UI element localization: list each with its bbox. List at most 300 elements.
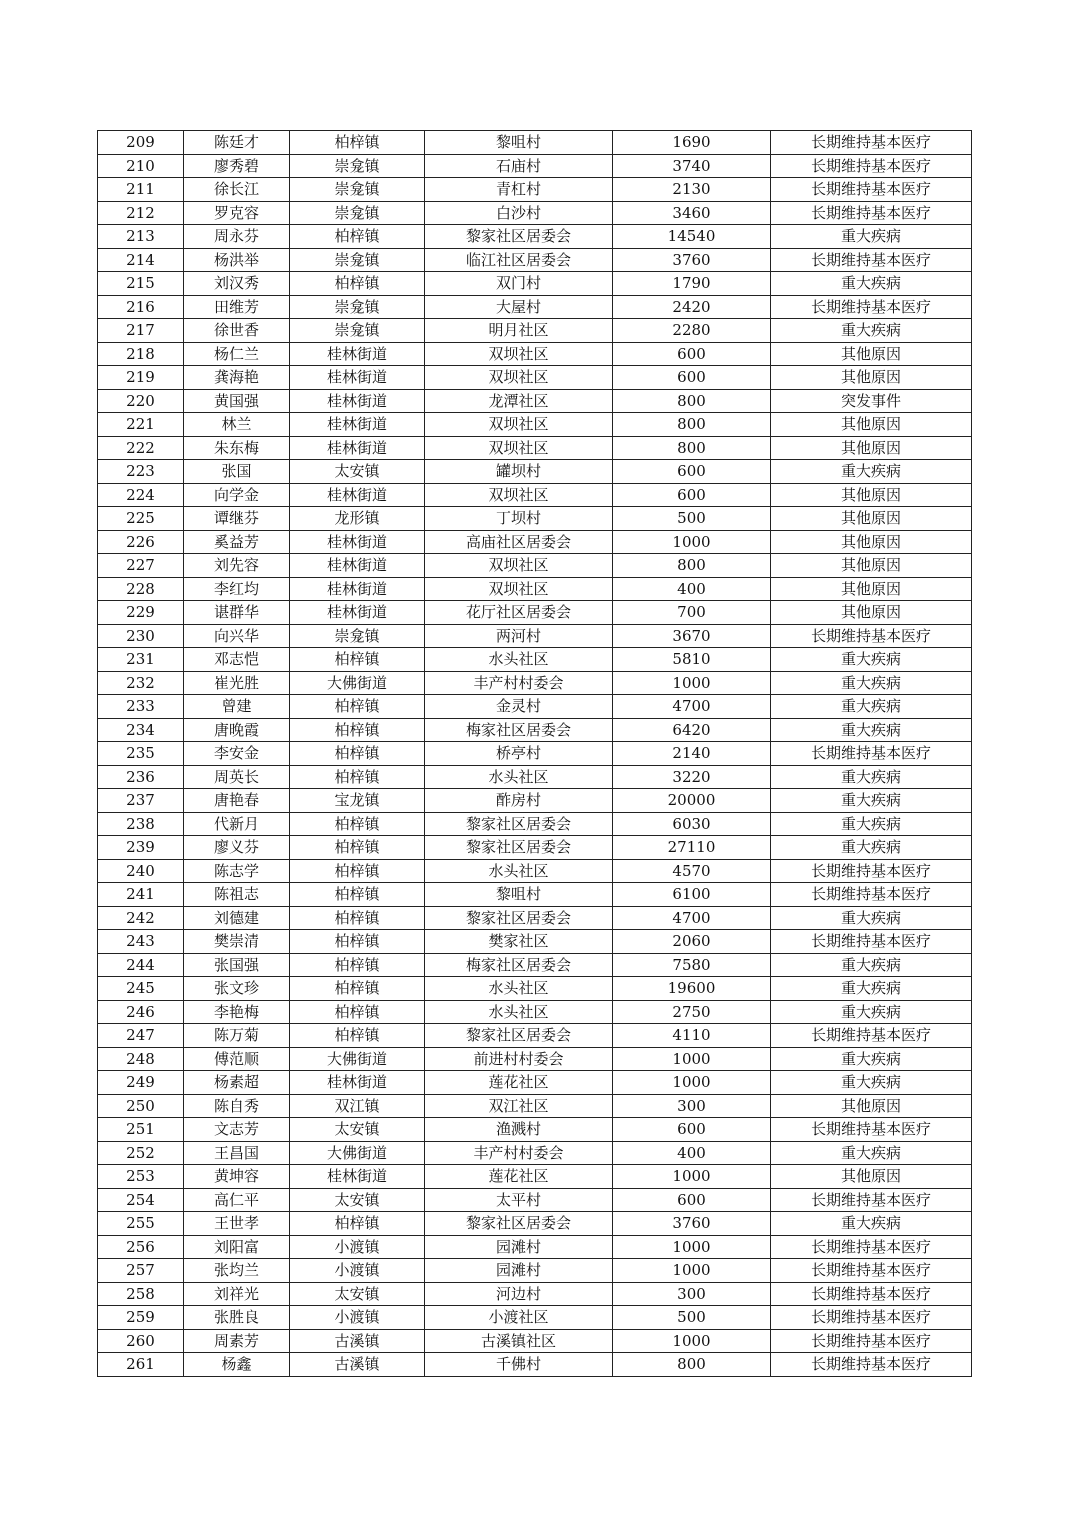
relief-reason-cell: 长期维持基本医疗 (771, 859, 972, 883)
recipient-name-cell: 邓志恺 (184, 648, 290, 672)
table-row (98, 601, 972, 625)
recipient-name-cell: 陈廷才 (184, 131, 290, 155)
relief-reason-cell: 重大疾病 (771, 812, 972, 836)
amount-cell: 3760 (613, 248, 771, 272)
relief-reason-cell: 长期维持基本医疗 (771, 883, 972, 907)
recipient-name-cell: 高仁平 (184, 1188, 290, 1212)
village-community-cell: 园滩村 (425, 1235, 613, 1259)
amount-cell: 20000 (613, 789, 771, 813)
recipient-name-cell: 文志芳 (184, 1118, 290, 1142)
table-row (98, 530, 972, 554)
amount-cell: 1790 (613, 272, 771, 296)
amount-cell: 500 (613, 1306, 771, 1330)
table-row (98, 930, 972, 954)
town-cell: 柏梓镇 (290, 859, 425, 883)
recipient-name-cell: 向学金 (184, 483, 290, 507)
village-community-cell: 双坝社区 (425, 554, 613, 578)
village-community-cell: 千佛村 (425, 1353, 613, 1377)
recipient-name-cell: 廖义芬 (184, 836, 290, 860)
amount-cell: 3460 (613, 201, 771, 225)
amount-cell: 800 (613, 436, 771, 460)
recipient-name-cell: 廖秀碧 (184, 154, 290, 178)
village-community-cell: 莲花社区 (425, 1165, 613, 1189)
recipient-name-cell: 樊崇清 (184, 930, 290, 954)
row-number-cell: 215 (98, 272, 184, 296)
relief-reason-cell: 长期维持基本医疗 (771, 1259, 972, 1283)
row-number-cell: 244 (98, 953, 184, 977)
recipient-name-cell: 徐世香 (184, 319, 290, 343)
town-cell: 柏梓镇 (290, 648, 425, 672)
recipient-name-cell: 张均兰 (184, 1259, 290, 1283)
row-number-cell: 228 (98, 577, 184, 601)
relief-reason-cell: 其他原因 (771, 366, 972, 390)
town-cell: 崇龛镇 (290, 154, 425, 178)
town-cell: 柏梓镇 (290, 906, 425, 930)
recipient-name-cell: 曾建 (184, 695, 290, 719)
table-row (98, 1212, 972, 1236)
town-cell: 柏梓镇 (290, 718, 425, 742)
row-number-cell: 247 (98, 1024, 184, 1048)
relief-reason-cell: 长期维持基本医疗 (771, 201, 972, 225)
amount-cell: 300 (613, 1282, 771, 1306)
table-row (98, 836, 972, 860)
town-cell: 柏梓镇 (290, 272, 425, 296)
row-number-cell: 213 (98, 225, 184, 249)
relief-reason-cell: 其他原因 (771, 1165, 972, 1189)
town-cell: 崇龛镇 (290, 248, 425, 272)
table-row (98, 342, 972, 366)
row-number-cell: 219 (98, 366, 184, 390)
row-number-cell: 224 (98, 483, 184, 507)
village-community-cell: 黎咀村 (425, 883, 613, 907)
village-community-cell: 水头社区 (425, 1000, 613, 1024)
relief-reason-cell: 其他原因 (771, 530, 972, 554)
relief-reason-cell: 重大疾病 (771, 272, 972, 296)
amount-cell: 800 (613, 554, 771, 578)
village-community-cell: 高庙社区居委会 (425, 530, 613, 554)
table-row (98, 1165, 972, 1189)
relief-reason-cell: 重大疾病 (771, 718, 972, 742)
row-number-cell: 218 (98, 342, 184, 366)
relief-reason-cell: 长期维持基本医疗 (771, 1329, 972, 1353)
row-number-cell: 229 (98, 601, 184, 625)
village-community-cell: 龙潭社区 (425, 389, 613, 413)
amount-cell: 600 (613, 1118, 771, 1142)
amount-cell: 1000 (613, 1235, 771, 1259)
row-number-cell: 260 (98, 1329, 184, 1353)
amount-cell: 1690 (613, 131, 771, 155)
recipient-name-cell: 张胜良 (184, 1306, 290, 1330)
row-number-cell: 210 (98, 154, 184, 178)
town-cell: 桂林街道 (290, 530, 425, 554)
recipient-name-cell: 陈万菊 (184, 1024, 290, 1048)
table-row (98, 178, 972, 202)
relief-reason-cell: 长期维持基本医疗 (771, 1282, 972, 1306)
town-cell: 柏梓镇 (290, 1212, 425, 1236)
recipient-name-cell: 张文珍 (184, 977, 290, 1001)
amount-cell: 3740 (613, 154, 771, 178)
relief-reason-cell: 长期维持基本医疗 (771, 1024, 972, 1048)
table-row (98, 460, 972, 484)
relief-reason-cell: 其他原因 (771, 436, 972, 460)
amount-cell: 4700 (613, 695, 771, 719)
village-community-cell: 黎家社区居委会 (425, 225, 613, 249)
table-row (98, 1047, 972, 1071)
recipient-name-cell: 张国 (184, 460, 290, 484)
town-cell: 柏梓镇 (290, 1000, 425, 1024)
table-row (98, 272, 972, 296)
amount-cell: 700 (613, 601, 771, 625)
row-number-cell: 258 (98, 1282, 184, 1306)
recipient-name-cell: 杨鑫 (184, 1353, 290, 1377)
amount-cell: 600 (613, 366, 771, 390)
table-row (98, 1306, 972, 1330)
row-number-cell: 246 (98, 1000, 184, 1024)
recipient-name-cell: 刘祥光 (184, 1282, 290, 1306)
village-community-cell: 水头社区 (425, 977, 613, 1001)
relief-reason-cell: 其他原因 (771, 342, 972, 366)
village-community-cell: 桥亭村 (425, 742, 613, 766)
recipient-name-cell: 傅范顺 (184, 1047, 290, 1071)
row-number-cell: 234 (98, 718, 184, 742)
town-cell: 古溪镇 (290, 1353, 425, 1377)
table-row (98, 483, 972, 507)
amount-cell: 800 (613, 1353, 771, 1377)
row-number-cell: 255 (98, 1212, 184, 1236)
row-number-cell: 233 (98, 695, 184, 719)
amount-cell: 6030 (613, 812, 771, 836)
town-cell: 桂林街道 (290, 483, 425, 507)
town-cell: 太安镇 (290, 1118, 425, 1142)
row-number-cell: 226 (98, 530, 184, 554)
relief-reason-cell: 其他原因 (771, 554, 972, 578)
recipient-name-cell: 朱东梅 (184, 436, 290, 460)
recipient-name-cell: 向兴华 (184, 624, 290, 648)
table-row (98, 225, 972, 249)
table-row (98, 812, 972, 836)
row-number-cell: 214 (98, 248, 184, 272)
village-community-cell: 临江社区居委会 (425, 248, 613, 272)
village-community-cell: 水头社区 (425, 765, 613, 789)
relief-reason-cell: 长期维持基本医疗 (771, 248, 972, 272)
recipient-name-cell: 黄坤容 (184, 1165, 290, 1189)
village-community-cell: 双坝社区 (425, 436, 613, 460)
row-number-cell: 239 (98, 836, 184, 860)
table-row (98, 154, 972, 178)
amount-cell: 400 (613, 577, 771, 601)
village-community-cell: 青杠村 (425, 178, 613, 202)
table-row (98, 1235, 972, 1259)
recipient-name-cell: 代新月 (184, 812, 290, 836)
relief-recipient-table (97, 130, 972, 1377)
amount-cell: 27110 (613, 836, 771, 860)
relief-reason-cell: 重大疾病 (771, 1141, 972, 1165)
row-number-cell: 251 (98, 1118, 184, 1142)
village-community-cell: 白沙村 (425, 201, 613, 225)
relief-reason-cell: 重大疾病 (771, 789, 972, 813)
relief-reason-cell: 长期维持基本医疗 (771, 295, 972, 319)
row-number-cell: 253 (98, 1165, 184, 1189)
amount-cell: 600 (613, 1188, 771, 1212)
amount-cell: 14540 (613, 225, 771, 249)
amount-cell: 600 (613, 483, 771, 507)
amount-cell: 600 (613, 342, 771, 366)
table-row (98, 883, 972, 907)
table-row (98, 1094, 972, 1118)
amount-cell: 800 (613, 389, 771, 413)
town-cell: 柏梓镇 (290, 742, 425, 766)
recipient-name-cell: 罗克容 (184, 201, 290, 225)
town-cell: 柏梓镇 (290, 695, 425, 719)
village-community-cell: 河边村 (425, 1282, 613, 1306)
recipient-name-cell: 徐长江 (184, 178, 290, 202)
table-row (98, 507, 972, 531)
town-cell: 柏梓镇 (290, 131, 425, 155)
village-community-cell: 双坝社区 (425, 577, 613, 601)
town-cell: 宝龙镇 (290, 789, 425, 813)
row-number-cell: 259 (98, 1306, 184, 1330)
recipient-name-cell: 周素芳 (184, 1329, 290, 1353)
amount-cell: 2130 (613, 178, 771, 202)
village-community-cell: 梅家社区居委会 (425, 953, 613, 977)
village-community-cell: 梅家社区居委会 (425, 718, 613, 742)
relief-reason-cell: 重大疾病 (771, 648, 972, 672)
town-cell: 崇龛镇 (290, 624, 425, 648)
table-row (98, 977, 972, 1001)
relief-reason-cell: 其他原因 (771, 483, 972, 507)
town-cell: 崇龛镇 (290, 178, 425, 202)
table-row (98, 1329, 972, 1353)
recipient-name-cell: 田维芳 (184, 295, 290, 319)
recipient-name-cell: 杨洪举 (184, 248, 290, 272)
town-cell: 小渡镇 (290, 1259, 425, 1283)
town-cell: 桂林街道 (290, 1165, 425, 1189)
table-row (98, 718, 972, 742)
table-row (98, 319, 972, 343)
town-cell: 崇龛镇 (290, 201, 425, 225)
village-community-cell: 黎家社区居委会 (425, 1212, 613, 1236)
recipient-name-cell: 谭继芬 (184, 507, 290, 531)
recipient-name-cell: 李艳梅 (184, 1000, 290, 1024)
recipient-name-cell: 陈自秀 (184, 1094, 290, 1118)
row-number-cell: 231 (98, 648, 184, 672)
village-community-cell: 两河村 (425, 624, 613, 648)
town-cell: 桂林街道 (290, 577, 425, 601)
town-cell: 崇龛镇 (290, 295, 425, 319)
recipient-name-cell: 崔光胜 (184, 671, 290, 695)
town-cell: 大佛街道 (290, 671, 425, 695)
relief-reason-cell: 重大疾病 (771, 225, 972, 249)
relief-reason-cell: 长期维持基本医疗 (771, 154, 972, 178)
table-row (98, 624, 972, 648)
amount-cell: 300 (613, 1094, 771, 1118)
row-number-cell: 223 (98, 460, 184, 484)
amount-cell: 800 (613, 413, 771, 437)
row-number-cell: 245 (98, 977, 184, 1001)
recipient-name-cell: 林兰 (184, 413, 290, 437)
village-community-cell: 丰产村村委会 (425, 671, 613, 695)
town-cell: 太安镇 (290, 460, 425, 484)
row-number-cell: 222 (98, 436, 184, 460)
table-row (98, 1188, 972, 1212)
village-community-cell: 双坝社区 (425, 413, 613, 437)
relief-reason-cell: 长期维持基本医疗 (771, 930, 972, 954)
amount-cell: 6100 (613, 883, 771, 907)
amount-cell: 1000 (613, 671, 771, 695)
table-row (98, 1259, 972, 1283)
amount-cell: 3760 (613, 1212, 771, 1236)
recipient-name-cell: 李红均 (184, 577, 290, 601)
village-community-cell: 双坝社区 (425, 342, 613, 366)
village-community-cell: 金灵村 (425, 695, 613, 719)
row-number-cell: 211 (98, 178, 184, 202)
town-cell: 桂林街道 (290, 436, 425, 460)
relief-reason-cell: 重大疾病 (771, 906, 972, 930)
village-community-cell: 明月社区 (425, 319, 613, 343)
row-number-cell: 242 (98, 906, 184, 930)
village-community-cell: 丁坝村 (425, 507, 613, 531)
relief-reason-cell: 重大疾病 (771, 1047, 972, 1071)
table-row (98, 413, 972, 437)
amount-cell: 1000 (613, 1329, 771, 1353)
town-cell: 桂林街道 (290, 601, 425, 625)
relief-reason-cell: 长期维持基本医疗 (771, 1235, 972, 1259)
town-cell: 桂林街道 (290, 554, 425, 578)
town-cell: 柏梓镇 (290, 977, 425, 1001)
town-cell: 桂林街道 (290, 1071, 425, 1095)
village-community-cell: 渔溅村 (425, 1118, 613, 1142)
table-row (98, 1141, 972, 1165)
row-number-cell: 212 (98, 201, 184, 225)
amount-cell: 1000 (613, 530, 771, 554)
row-number-cell: 227 (98, 554, 184, 578)
table-row (98, 1118, 972, 1142)
village-community-cell: 太平村 (425, 1188, 613, 1212)
town-cell: 大佛街道 (290, 1047, 425, 1071)
amount-cell: 3670 (613, 624, 771, 648)
amount-cell: 19600 (613, 977, 771, 1001)
row-number-cell: 230 (98, 624, 184, 648)
amount-cell: 1000 (613, 1071, 771, 1095)
amount-cell: 600 (613, 460, 771, 484)
recipient-name-cell: 陈志学 (184, 859, 290, 883)
village-community-cell: 石庙村 (425, 154, 613, 178)
recipient-name-cell: 杨仁兰 (184, 342, 290, 366)
table-row (98, 295, 972, 319)
town-cell: 柏梓镇 (290, 1024, 425, 1048)
relief-reason-cell: 长期维持基本医疗 (771, 624, 972, 648)
relief-reason-cell: 长期维持基本医疗 (771, 178, 972, 202)
amount-cell: 2060 (613, 930, 771, 954)
recipient-name-cell: 刘德建 (184, 906, 290, 930)
village-community-cell: 丰产村村委会 (425, 1141, 613, 1165)
row-number-cell: 243 (98, 930, 184, 954)
relief-reason-cell: 重大疾病 (771, 1071, 972, 1095)
amount-cell: 4570 (613, 859, 771, 883)
table-row (98, 131, 972, 155)
recipient-name-cell: 陈祖志 (184, 883, 290, 907)
village-community-cell: 双门村 (425, 272, 613, 296)
table-row (98, 1000, 972, 1024)
village-community-cell: 水头社区 (425, 648, 613, 672)
recipient-name-cell: 刘汉秀 (184, 272, 290, 296)
recipient-name-cell: 张国强 (184, 953, 290, 977)
table-row (98, 906, 972, 930)
relief-reason-cell: 重大疾病 (771, 977, 972, 1001)
table-row (98, 554, 972, 578)
row-number-cell: 240 (98, 859, 184, 883)
village-community-cell: 双坝社区 (425, 483, 613, 507)
table-row (98, 1353, 972, 1377)
village-community-cell: 大屋村 (425, 295, 613, 319)
amount-cell: 6420 (613, 718, 771, 742)
row-number-cell: 250 (98, 1094, 184, 1118)
relief-reason-cell: 重大疾病 (771, 765, 972, 789)
village-community-cell: 花厅社区居委会 (425, 601, 613, 625)
amount-cell: 4700 (613, 906, 771, 930)
village-community-cell: 黎家社区居委会 (425, 906, 613, 930)
relief-reason-cell: 长期维持基本医疗 (771, 131, 972, 155)
table-row (98, 1071, 972, 1095)
amount-cell: 1000 (613, 1047, 771, 1071)
amount-cell: 7580 (613, 953, 771, 977)
row-number-cell: 237 (98, 789, 184, 813)
village-community-cell: 水头社区 (425, 859, 613, 883)
town-cell: 桂林街道 (290, 413, 425, 437)
amount-cell: 1000 (613, 1165, 771, 1189)
table-row (98, 789, 972, 813)
relief-reason-cell: 重大疾病 (771, 695, 972, 719)
recipient-name-cell: 唐艳春 (184, 789, 290, 813)
town-cell: 古溪镇 (290, 1329, 425, 1353)
amount-cell: 500 (613, 507, 771, 531)
town-cell: 太安镇 (290, 1188, 425, 1212)
recipient-name-cell: 王世孝 (184, 1212, 290, 1236)
town-cell: 柏梓镇 (290, 883, 425, 907)
amount-cell: 4110 (613, 1024, 771, 1048)
town-cell: 柏梓镇 (290, 953, 425, 977)
row-number-cell: 252 (98, 1141, 184, 1165)
recipient-name-cell: 杨素超 (184, 1071, 290, 1095)
town-cell: 柏梓镇 (290, 812, 425, 836)
relief-reason-cell: 其他原因 (771, 577, 972, 601)
village-community-cell: 园滩村 (425, 1259, 613, 1283)
relief-reason-cell: 突发事件 (771, 389, 972, 413)
row-number-cell: 216 (98, 295, 184, 319)
row-number-cell: 261 (98, 1353, 184, 1377)
table-body (98, 131, 972, 1377)
table-row (98, 859, 972, 883)
amount-cell: 2750 (613, 1000, 771, 1024)
amount-cell: 1000 (613, 1259, 771, 1283)
recipient-name-cell: 刘阳富 (184, 1235, 290, 1259)
row-number-cell: 254 (98, 1188, 184, 1212)
relief-reason-cell: 其他原因 (771, 507, 972, 531)
recipient-name-cell: 周永芬 (184, 225, 290, 249)
village-community-cell: 罐坝村 (425, 460, 613, 484)
village-community-cell: 小渡社区 (425, 1306, 613, 1330)
row-number-cell: 225 (98, 507, 184, 531)
row-number-cell: 235 (98, 742, 184, 766)
relief-reason-cell: 长期维持基本医疗 (771, 742, 972, 766)
table-row (98, 577, 972, 601)
village-community-cell: 前进村村委会 (425, 1047, 613, 1071)
amount-cell: 5810 (613, 648, 771, 672)
village-community-cell: 酢房村 (425, 789, 613, 813)
village-community-cell: 樊家社区 (425, 930, 613, 954)
recipient-name-cell: 李安金 (184, 742, 290, 766)
amount-cell: 2280 (613, 319, 771, 343)
